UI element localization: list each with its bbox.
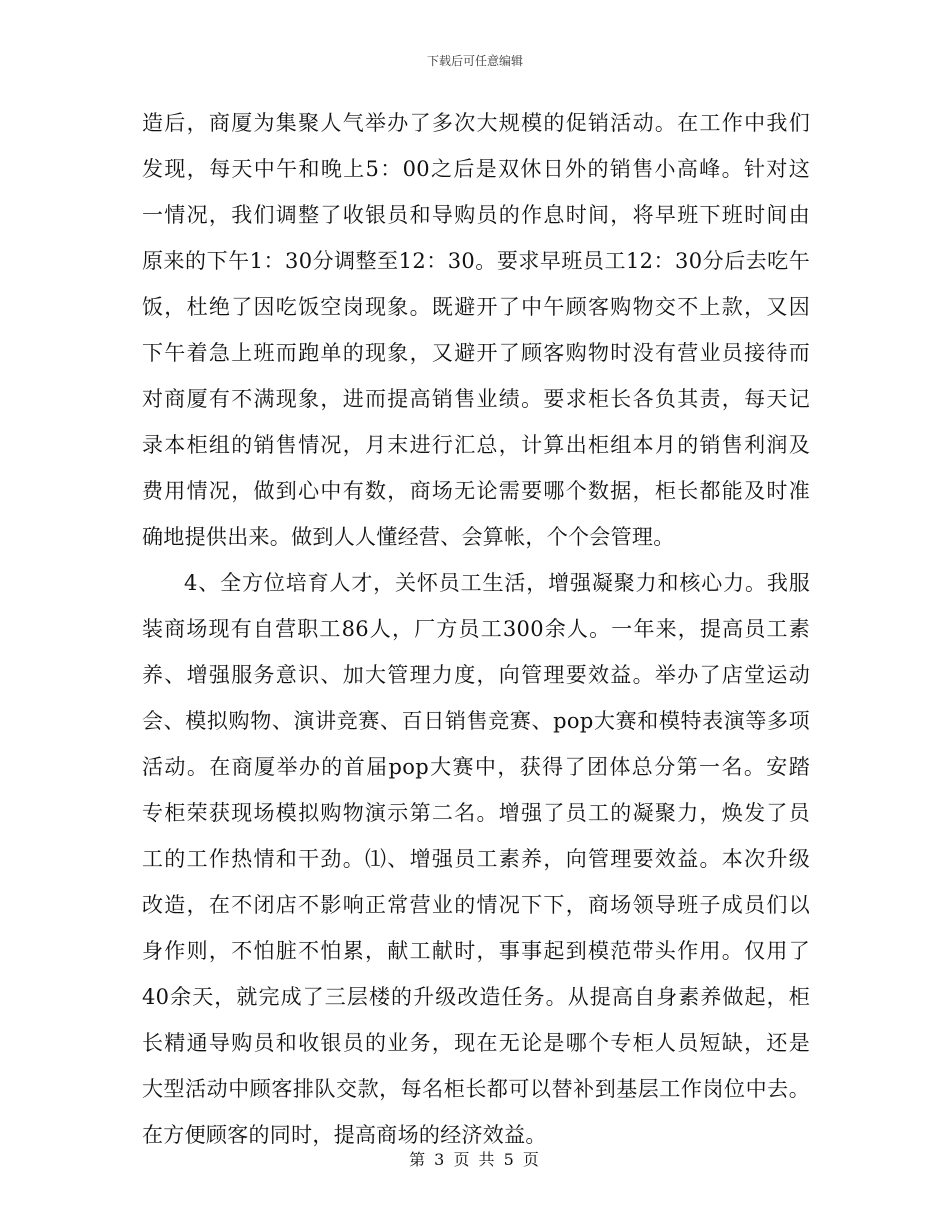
page-header-note: 下载后可任意编辑 — [426, 54, 523, 68]
text-line: 发现，每天中午和晚上5：00之后是双休日外的销售小高峰。针对这 — [142, 157, 810, 181]
text-line: 下午着急上班而跑单的现象，又避开了顾客购物时没有营业员接待而 — [142, 341, 810, 365]
text-line: 40余天，就完成了三层楼的升级改造任务。从提高自身素养做起，柜 — [142, 985, 810, 1009]
text-line: 养、增强服务意识、加大管理力度，向管理要效益。举办了店堂运动 — [142, 663, 810, 687]
document-body — [142, 100, 810, 1158]
text-line: 专柜荣获现场模拟购物演示第二名。增强了员工的凝聚力，焕发了员 — [142, 801, 810, 825]
text-line: 4、全方位培育人才，关怀员工生活，增强凝聚力和核心力。我服 — [184, 571, 810, 595]
text-line: 对商厦有不满现象，进而提高销售业绩。要求柜长各负其责，每天记 — [142, 387, 810, 411]
text-line: 装商场现有自营职工86人，厂方员工300余人。一年来，提高员工素 — [142, 617, 810, 641]
text-line: 会、模拟购物、演讲竞赛、百日销售竞赛、pop大赛和模特表演等多项 — [142, 709, 810, 733]
text-line: 一情况，我们调整了收银员和导购员的作息时间，将早班下班时间由 — [142, 203, 810, 227]
text-line: 在方便顾客的同时，提高商场的经济效益。 — [142, 1123, 547, 1147]
text-line: 活动。在商厦举办的首届pop大赛中，获得了团体总分第一名。安踏 — [142, 755, 810, 779]
page-footer-number: 第 3 页 共 5 页 — [409, 1150, 541, 1169]
text-line: 长精通导购员和收银员的业务，现在无论是哪个专柜人员短缺，还是 — [142, 1031, 810, 1055]
text-line: 改造，在不闭店不影响正常营业的情况下下，商场领导班子成员们以 — [142, 893, 810, 917]
text-line: 饭，杜绝了因吃饭空岗现象。既避开了中午顾客购物交不上款，又因 — [142, 295, 810, 319]
text-line: 录本柜组的销售情况，月末进行汇总，计算出柜组本月的销售利润及 — [142, 433, 810, 457]
text-line: 工的工作热情和干劲。⑴、增强员工素养，向管理要效益。本次升级 — [142, 847, 810, 871]
text-line: 确地提供出来。做到人人懂经营、会算帐，个个会管理。 — [142, 525, 675, 549]
text-line: 费用情况，做到心中有数，商场无论需要哪个数据，柜长都能及时准 — [142, 479, 810, 503]
text-line: 大型活动中顾客排队交款，每名柜长都可以替补到基层工作岗位中去。 — [142, 1077, 810, 1101]
text-line: 身作则，不怕脏不怕累，献工献时，事事起到模范带头作用。仅用了 — [142, 939, 810, 963]
text-line: 造后，商厦为集聚人气举办了多次大规模的促销活动。在工作中我们 — [142, 111, 810, 135]
text-line: 原来的下午1：30分调整至12：30。要求早班员工12：30分后去吃午 — [142, 249, 810, 273]
